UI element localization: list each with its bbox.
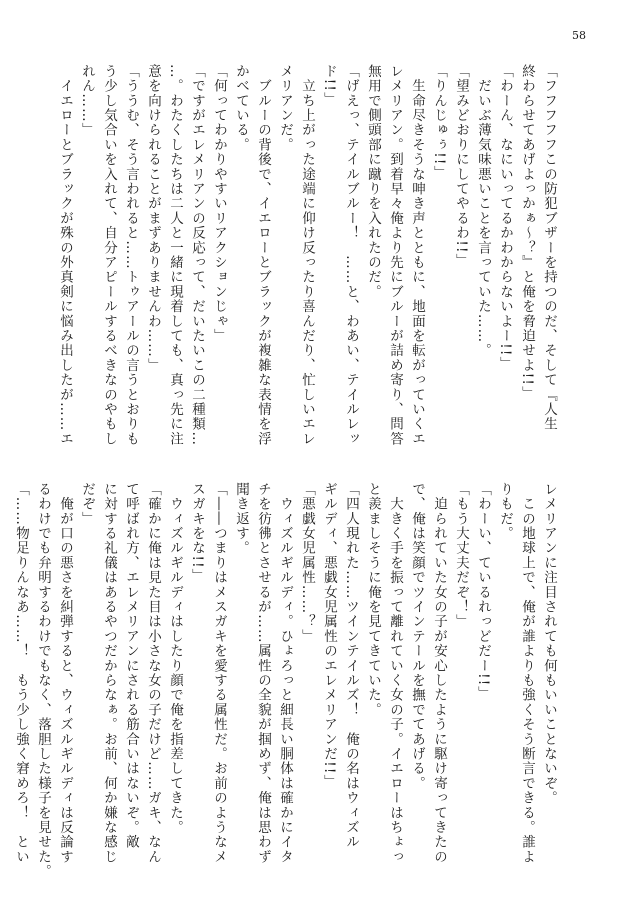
text-line: スガキをな!!」: [189, 482, 205, 584]
text-line: ド!!」: [321, 64, 337, 107]
text-line: レメリアン。到着早々俺より先にブルーが詰め寄り、問答: [387, 64, 403, 447]
text-line: 「げえっ、テイルブルー！ ……と、わあい、テイルレッ: [343, 64, 359, 447]
text-line: だいぶ薄気味悪いことを言っていた……。: [475, 64, 491, 358]
text-line: 俺が口の悪さを糾弾すると、ウィズルギルディは反論す: [57, 482, 73, 865]
text-line: ウィズルギルディはしたり顔で俺を指差してきた。: [167, 482, 183, 835]
text-line: れん……」: [79, 64, 95, 138]
text-line: …。わたくしたちは二人と一緒に現着しても、真っ先に注: [167, 64, 183, 447]
text-line: かべている。: [233, 64, 249, 153]
text-line: 「四人現れた……ツインテイルズ！ 俺の名はウィズル: [343, 482, 359, 850]
text-line: チを彷彿とさせるが……属性の全貌が掴めず、俺は思わず: [255, 482, 271, 865]
text-line: ブルーの背後で、イエローとブラックが複雑な表情を浮: [255, 64, 271, 447]
text-line: 「もう大丈夫だぞ！」: [453, 482, 469, 629]
text-line: 「わーい、ているれっどだー!!」: [475, 482, 491, 702]
text-line: この地球上で、俺が誰よりも強くそう断言できる。誰よ: [519, 482, 535, 865]
text-line: 「何ってわかりやすいリアクションじゃ」: [211, 64, 227, 344]
text-line: るわけでも弁明するわけでもなく、落胆した様子を見せた。: [35, 482, 51, 879]
text-line: 大きく手を振って離れていく女の子。イエローはちょっ: [387, 482, 403, 865]
text-line: に対する礼儀はあるやつだからなぁ。お前、何か嫌な感じ: [101, 482, 117, 865]
text-line: ウィズルギルディ。ひょろっと細長い胴体は確かにイタ: [277, 482, 293, 865]
text-line: 終わらせてあげよっかぁ〜？』と俺を脅迫せよ!!」: [519, 64, 535, 401]
upper-text-block: [57, 64, 560, 447]
text-line: 「ですがエレメリアンの反応って、だいたいこの二種類…: [189, 64, 205, 447]
text-line: 「わーん、なにいってるかわからないよー!!」: [497, 64, 513, 372]
text-line: て呼ばれ方、エレメリアンにされる筋合いはないぞ。敵: [123, 482, 139, 850]
text-line: 「望みどおりにしてやるわ!!」: [453, 64, 469, 269]
text-line: 意を向けられることがまずありませんわ……」: [145, 64, 161, 373]
text-line: イエローとブラックが殊の外真剣に悩み出したが……エ: [57, 64, 73, 447]
text-line: 無用で側頭部に蹴りを入れたのだ。: [365, 64, 381, 300]
text-line: だぞ」: [79, 482, 95, 527]
page-number: 58: [572, 29, 586, 42]
text-line: う少し気合いを入れて、自分アピールするべきなのやもし: [101, 64, 117, 447]
text-line: 「フフフフフこの防犯ブザーを持つのだ、そして『人生: [541, 64, 557, 432]
text-line: 「――つまりはメスガキを愛する属性だ。お前のようなメ: [211, 482, 227, 865]
text-line: メリアンだ。: [277, 64, 293, 153]
text-line: 「りんじゅぅ!!」: [431, 64, 447, 181]
lower-text-block: [13, 482, 560, 879]
text-line: ギルディ、悪戯女児属性のエレメリアンだ!!」: [321, 482, 337, 790]
text-line: で、俺は笑顔でツインテールを撫でてあげる。: [409, 482, 425, 791]
text-line: 立ち上がった途端に仰け反ったり喜んだり、忙しいエレ: [299, 64, 315, 447]
text-line: と羨ましそうに俺を見てきていた。: [365, 482, 381, 718]
text-line: 聞き返す。: [233, 482, 249, 556]
text-line: 迫られていた女の子が安心したように駆け寄ってきたの: [431, 482, 447, 865]
text-line: 「……物足りんなあ……！ もう少し強く窘めろ！ とい: [13, 482, 29, 865]
text-line: 「確かに俺は見た目は小さな女の子だけど……ガキ、なん: [145, 482, 161, 865]
text-line: 「悪戯女児属性……？」: [299, 482, 315, 644]
text-line: レメリアンに注目されても何もいいことないぞ。: [541, 482, 557, 806]
text-line: 「ううむ、そう言われると……トゥアールの言うとおりも: [123, 64, 139, 447]
text-line: りもだ。: [497, 482, 513, 541]
text-line: 生命尽きそうな呻き声とともに、地面を転がっていくエ: [409, 64, 425, 447]
